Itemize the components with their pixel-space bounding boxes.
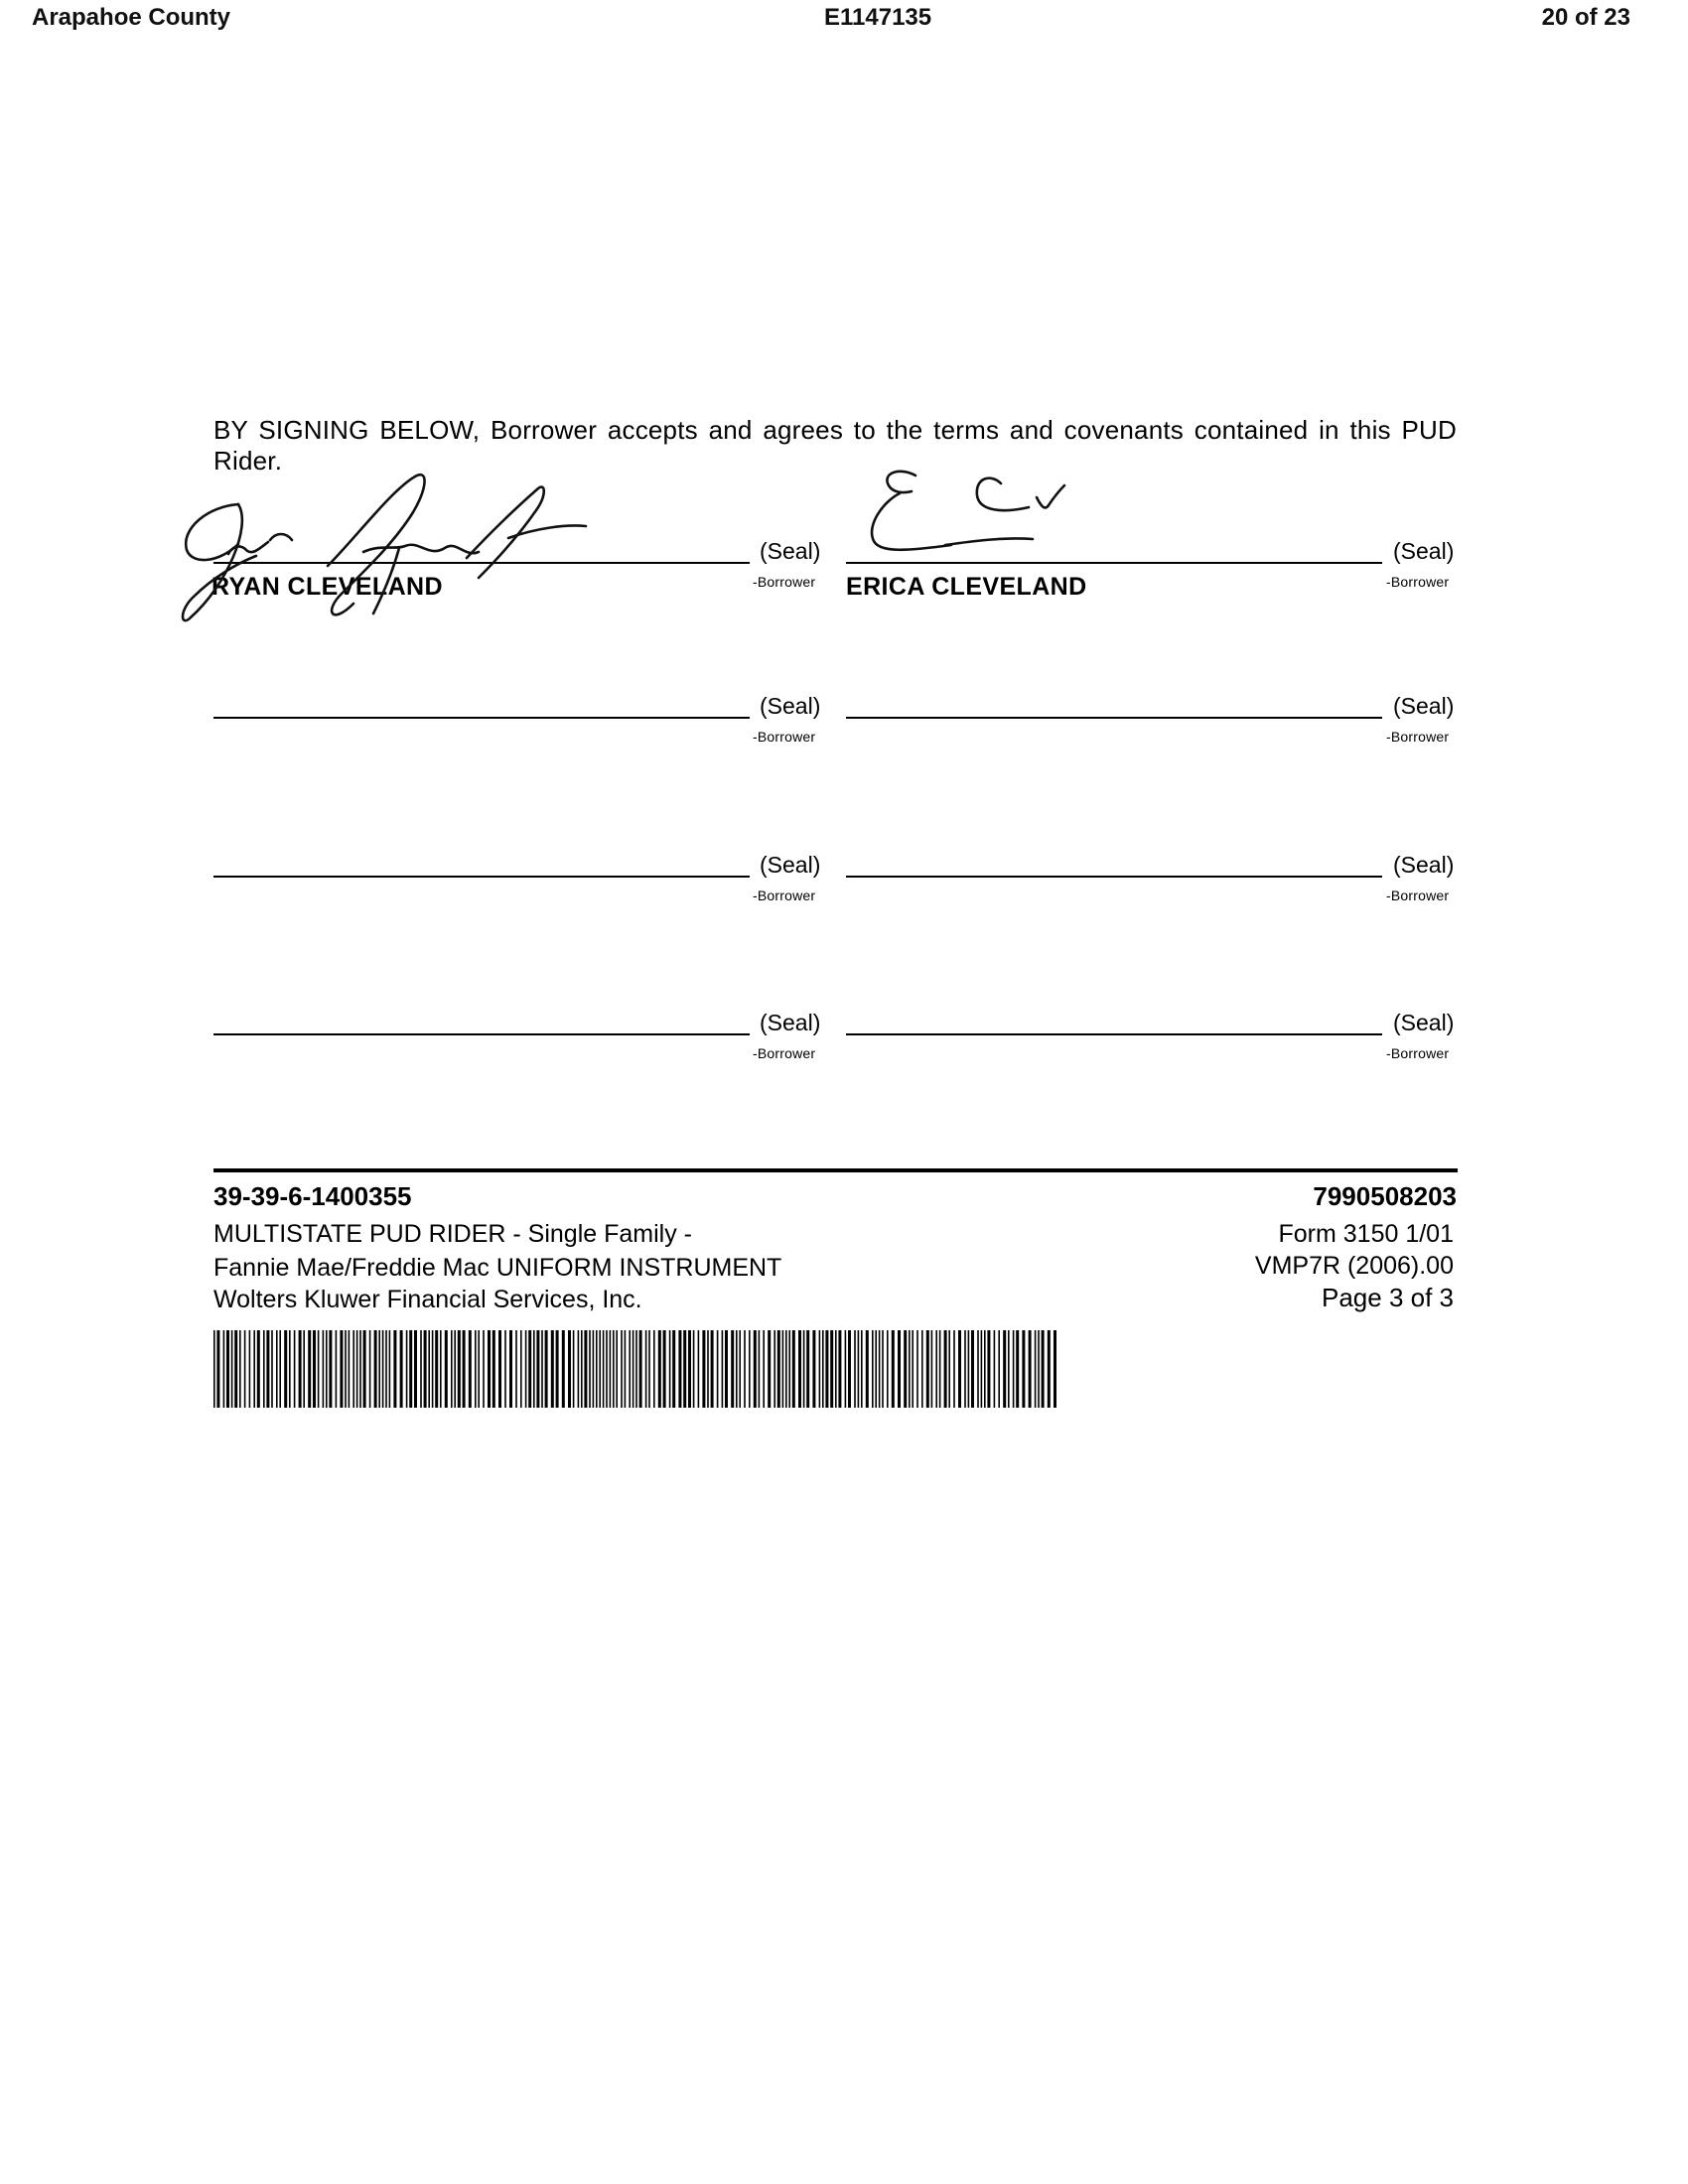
loan-code: 39-39-6-1400355 — [213, 1181, 412, 1211]
borrower-label: -Borrower — [1386, 574, 1450, 590]
signature-row-2 — [0, 681, 1688, 770]
reception-number: E1147135 — [824, 4, 932, 31]
borrower-label: -Borrower — [753, 1045, 816, 1061]
form-page: Page 3 of 3 — [1322, 1283, 1454, 1312]
loan-number: 7990508203 — [1313, 1181, 1457, 1211]
barcode — [213, 1330, 1057, 1408]
signature-line[interactable] — [846, 717, 1382, 719]
signature-row-3 — [0, 840, 1688, 929]
borrower-label: -Borrower — [1386, 1045, 1450, 1061]
signature-line[interactable] — [846, 876, 1382, 878]
form-title-line1: MULTISTATE PUD RIDER - Single Family - — [213, 1220, 692, 1248]
form-title-line2: Fannie Mae/Freddie Mac UNIFORM INSTRUMENT — [213, 1254, 782, 1282]
seal-label: (Seal) — [760, 852, 821, 878]
form-title-line3: Wolters Kluwer Financial Services, Inc. — [213, 1286, 642, 1313]
borrower-label: -Borrower — [1386, 887, 1450, 903]
ryan-cleveland-signature-image — [169, 467, 635, 635]
seal-label: (Seal) — [1393, 693, 1455, 719]
borrower-label: -Borrower — [753, 574, 816, 590]
signer-name: RYAN CLEVELAND — [211, 573, 443, 601]
erica-cleveland-signature-image — [854, 462, 1092, 571]
borrower-label: -Borrower — [1386, 729, 1450, 745]
signature-line[interactable] — [846, 1033, 1382, 1035]
borrower-label: -Borrower — [753, 729, 816, 745]
county-label: Arapahoe County — [32, 4, 231, 31]
seal-label: (Seal) — [1393, 852, 1455, 878]
seal-label: (Seal) — [1393, 1010, 1455, 1035]
signer-name: ERICA CLEVELAND — [846, 573, 1087, 601]
seal-label: (Seal) — [760, 538, 821, 564]
form-number: Form 3150 1/01 — [1278, 1220, 1454, 1248]
signature-line[interactable] — [213, 717, 750, 719]
signature-row-4 — [0, 998, 1688, 1087]
form-version: VMP7R (2006).00 — [1254, 1252, 1454, 1280]
page-counter: 20 of 23 — [1541, 4, 1630, 31]
footer-divider — [213, 1168, 1458, 1172]
seal-label: (Seal) — [760, 693, 821, 719]
signing-statement: BY SIGNING BELOW, Borrower accepts and agrees to the terms and covenants contained in this PUD Rider. — [213, 415, 1457, 476]
seal-label: (Seal) — [1393, 538, 1455, 564]
borrower-label: -Borrower — [753, 887, 816, 903]
signature-line[interactable] — [213, 1033, 750, 1035]
seal-label: (Seal) — [760, 1010, 821, 1035]
signature-line[interactable] — [213, 876, 750, 878]
